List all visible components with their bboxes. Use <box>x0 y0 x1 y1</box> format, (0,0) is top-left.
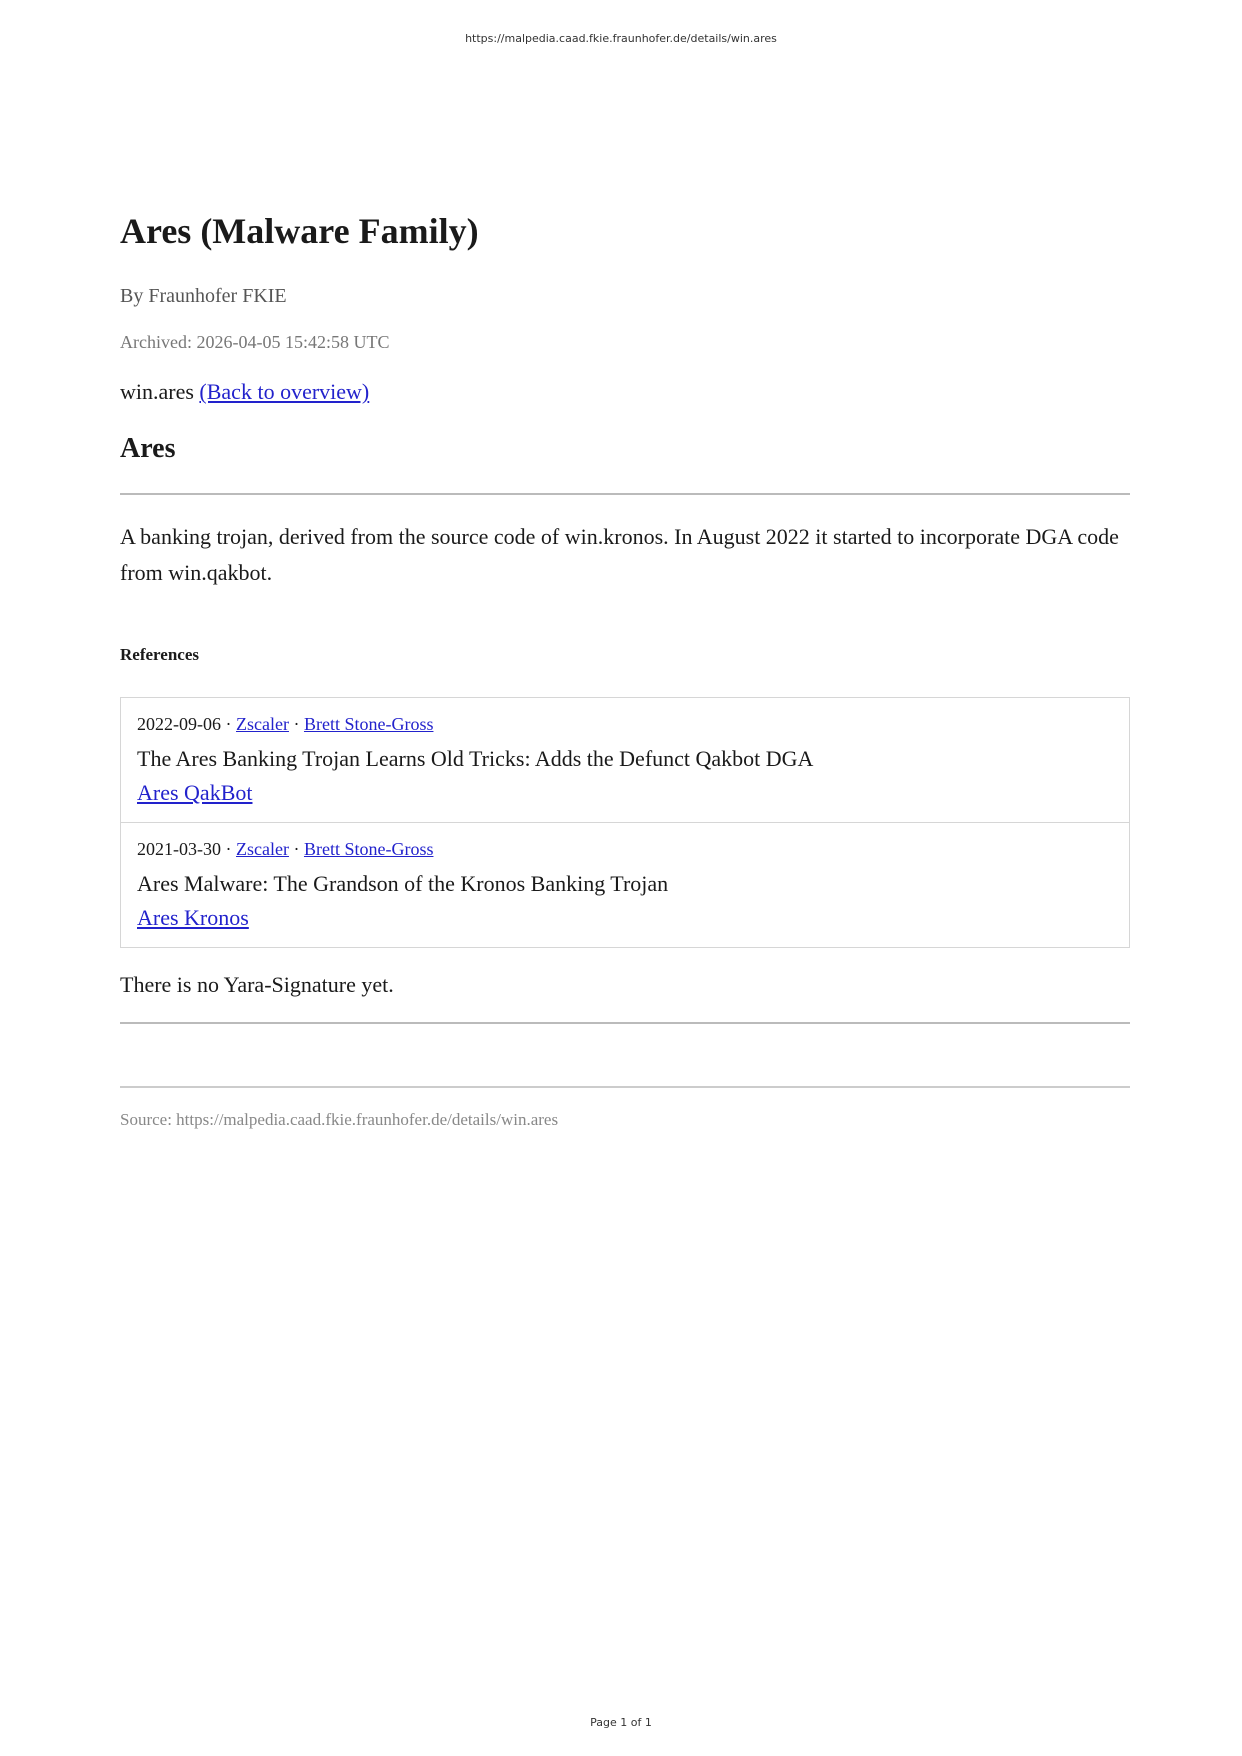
reference-meta <box>137 712 1113 736</box>
reference-title: The Ares Banking Trojan Learns Old Tricks: Adds the Defunct Qakbot DGA <box>137 746 814 772</box>
reference-tags-link[interactable]: Ares Kronos <box>137 905 249 931</box>
reference-row <box>121 698 1129 823</box>
family-id: win.ares <box>120 379 194 405</box>
divider <box>120 1086 1130 1088</box>
meta-separator: · <box>293 714 300 735</box>
reference-date: 2022-09-06 <box>137 714 221 735</box>
byline: By Fraunhofer FKIE <box>120 285 287 308</box>
back-to-overview-link[interactable]: (Back to overview) <box>199 379 370 405</box>
reference-org-link[interactable]: Zscaler <box>236 839 289 860</box>
archived-timestamp: Archived: 2026-04-05 15:42:58 UTC <box>120 332 390 353</box>
reference-meta <box>137 837 1113 861</box>
reference-org-link[interactable]: Zscaler <box>236 714 289 735</box>
meta-separator: · <box>293 839 300 860</box>
article <box>120 210 1130 1130</box>
reference-author-link[interactable]: Brett Stone-Gross <box>303 714 434 735</box>
page-url-header: https://malpedia.caad.fkie.fraunhofer.de/details/win.ares <box>465 32 777 45</box>
references-heading: References <box>120 645 199 665</box>
meta-separator: · <box>225 714 232 735</box>
references-table <box>120 697 1130 948</box>
meta-separator: · <box>225 839 232 860</box>
page-title: Ares (Malware Family) <box>120 211 479 251</box>
reference-tags-link[interactable]: Ares QakBot <box>137 780 253 806</box>
family-description: A banking trojan, derived from the source code of win.kronos. In August 2022 it started to incorporate DGA code from win.qakbot. <box>120 524 1119 586</box>
divider <box>120 1022 1130 1024</box>
section-title: Ares <box>120 433 176 465</box>
page-number: Page 1 of 1 <box>590 1716 652 1729</box>
reference-tags <box>137 903 1113 933</box>
reference-author-link[interactable]: Brett Stone-Gross <box>303 839 434 860</box>
yara-note: There is no Yara-Signature yet. <box>120 972 394 998</box>
source-line: Source: https://malpedia.caad.fkie.fraunhofer.de/details/win.ares <box>120 1110 559 1130</box>
divider <box>120 493 1130 495</box>
reference-row <box>121 823 1129 947</box>
reference-date: 2021-03-30 <box>137 839 221 860</box>
reference-title: Ares Malware: The Grandson of the Kronos Banking Trojan <box>137 871 669 897</box>
family-line <box>120 379 1130 405</box>
reference-tags <box>137 778 1113 808</box>
